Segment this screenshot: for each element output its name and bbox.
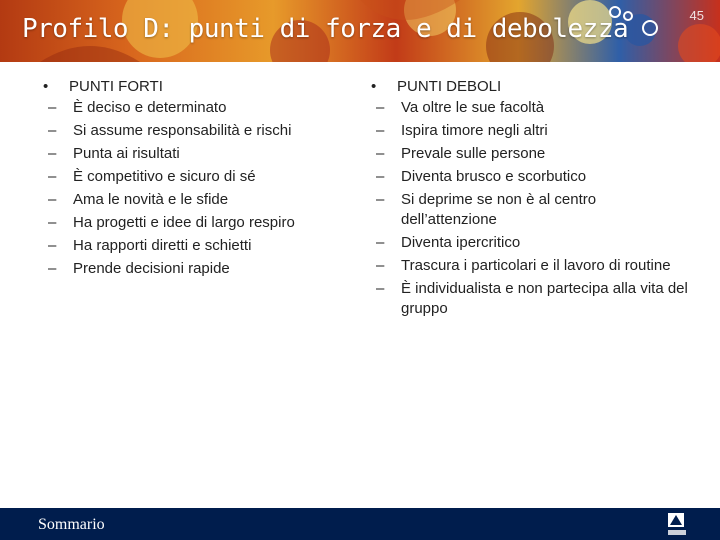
header-banner [0, 0, 720, 62]
list-item-text: Trascura i particolari e il lavoro di routine [401, 257, 671, 274]
list-item [368, 121, 688, 141]
list-item-text: È individualista e non partecipa alla vita del gruppo [401, 280, 688, 317]
dash-icon: – [376, 257, 385, 274]
list-item [40, 98, 360, 118]
dash-icon: – [48, 99, 57, 116]
list-item-text: Diventa ipercritico [401, 234, 521, 251]
list-item [40, 144, 360, 164]
page-number: 45 [689, 8, 704, 23]
dash-icon: – [376, 234, 385, 251]
list-item [368, 167, 688, 187]
footer-bar [0, 508, 720, 540]
list-item [40, 213, 360, 233]
list-item-text: Prende decisioni rapide [73, 260, 230, 277]
dash-icon: – [48, 237, 57, 254]
list-item [40, 121, 360, 141]
weaknesses-heading: PUNTI DEBOLI [397, 78, 502, 95]
list-item-text: Ispira timore negli altri [401, 122, 548, 139]
list-item-text: Ha progetti e idee di largo respiro [73, 214, 295, 231]
dash-icon: – [376, 145, 385, 162]
list-item-text: Diventa brusco e scorbutico [401, 168, 587, 185]
strengths-heading: PUNTI FORTI [69, 78, 163, 95]
list-item-text: Prevale sulle persone [401, 145, 546, 162]
strengths-heading-row [40, 75, 360, 98]
list-item [368, 233, 688, 253]
list-item-text: Si deprime se non è al centro dell’attenzione [401, 191, 597, 228]
list-item [40, 167, 360, 187]
dash-icon: – [48, 214, 57, 231]
list-item-text: È deciso e determinato [73, 99, 227, 116]
list-item [40, 259, 360, 279]
dash-icon: – [376, 168, 385, 185]
list-item [368, 98, 688, 118]
strengths-column [40, 75, 360, 282]
list-item [368, 190, 688, 230]
list-item-text: Va oltre le sue facoltà [401, 99, 545, 116]
dash-icon: – [48, 191, 57, 208]
list-item [368, 279, 688, 319]
list-item [40, 190, 360, 210]
weaknesses-column [368, 75, 688, 322]
dash-icon: – [48, 168, 57, 185]
list-item-text: Punta ai risultati [73, 145, 180, 162]
dash-icon: – [48, 145, 57, 162]
dash-icon: – [376, 191, 385, 208]
slide-title: Profilo D: punti di forza e di debolezza [22, 14, 629, 44]
list-item-text: Ama le novità e le sfide [73, 191, 229, 208]
dash-icon: – [376, 99, 385, 116]
list-item-text: È competitivo e sicuro di sé [73, 168, 256, 185]
strengths-list [40, 98, 360, 279]
weaknesses-heading-row [368, 75, 688, 98]
list-item-text: Si assume responsabilità e rischi [73, 122, 292, 139]
dash-icon: – [376, 280, 385, 297]
ifoa-logo-icon [666, 511, 688, 537]
dash-icon: – [48, 122, 57, 139]
dash-icon: – [376, 122, 385, 139]
list-item-text: Ha rapporti diretti e schietti [73, 237, 252, 254]
weaknesses-list [368, 98, 688, 319]
bullet-icon: • [371, 78, 377, 95]
sommario-link[interactable]: Sommario [38, 516, 105, 533]
list-item [40, 236, 360, 256]
bullet-icon: • [43, 78, 49, 95]
dash-icon: – [48, 260, 57, 277]
list-item [368, 144, 688, 164]
list-item [368, 256, 688, 276]
